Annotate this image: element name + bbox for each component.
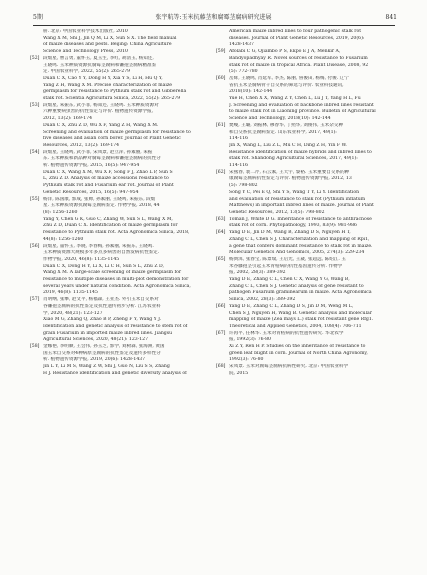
reference-entry (30, 29, 202, 56)
reference-entry (216, 257, 388, 304)
reference-line: green leaf blight in corn. Journal of North China Agronomy, (229, 350, 368, 356)
reference-number: [59] (216, 49, 226, 55)
reference-line: H J. Resistance identification and genetic diversity analysis of (43, 370, 187, 376)
right-column (216, 29, 388, 567)
reference-line: 析. 植物遗传资源学报, 2015, 16(5): 947-954 (43, 163, 140, 169)
reference-entry (216, 331, 388, 365)
reference-entry (216, 364, 388, 377)
reference-number: [68] (216, 364, 226, 370)
reference-line: 2019, 46(8): 1135-1145 (43, 290, 98, 296)
reference-line: Afolabi C G, Ojiambo P S, Ekpo E J A, Menkir A, (229, 49, 341, 55)
reference-line: Bandyopadhyay R. Novel sources of resistance to Fusarium (229, 55, 368, 61)
reference-text (43, 197, 202, 244)
reference-line: Xi Z Y, Ren H P. Studies on the inheritance of resistance to (229, 344, 366, 350)
reference-number (30, 29, 43, 56)
reference-line: 报, 2002, 28(3): 389-392 (229, 270, 286, 276)
reference-line: and evaluation of resistance to stalk rot (Pythium inflatum (229, 196, 366, 202)
reference-line: to maize stalk rot in Liaoning province. Bulletin of Agricultural (229, 109, 376, 115)
reference-line: 六种重要病虫害的抗性鉴定与评价. 植物遗传资源学报, (43, 109, 154, 115)
reference-line: Agricultural Sciences, 2020, 48(21): 123-127 (43, 337, 149, 343)
reference-line: Identification and genetic analysis of resistance to stem rot of (43, 323, 188, 329)
reference-line: stalk rot. Scientia Agricultura Sinica, 2022, 55(2): 265-279 (43, 96, 181, 102)
reference-line: 段灿星, 董怀玉, 李晓, 李春梅, 孙素丽, 朱振东, 王晓鸣. (43, 243, 154, 249)
reference-line: Duan C X, Wang X M, Wu X F, Song F J, Zhao L P, Sun S (43, 169, 173, 175)
reference-number: [67] (216, 330, 226, 336)
reference-entry (30, 197, 202, 244)
reference-line: 米谷藤孢茎引起玉米青枯病的抗性基因遗传分析. 作物学 (229, 263, 343, 269)
reference-line: 杨典洱, 张春宝, 陈景瑞, 王后光, 王崴, 张超远, 陈绍江. 玉 (229, 256, 346, 262)
reference-line: 2018(10): 142-144 (229, 89, 273, 95)
reference-line: 段灿星, 朱振东, 武小菲, 杨知还, 王晓鸣. 玉米种质资源对 (43, 102, 159, 108)
reference-number: [56] (30, 243, 40, 249)
reference-entry (30, 56, 202, 103)
reference-line: several years under natural condition. Acta Agronomica Sinica, (43, 283, 191, 289)
reference-text (229, 304, 388, 331)
reference-number: [54] (30, 149, 40, 155)
reference-entry (30, 244, 202, 298)
reference-entry (30, 150, 202, 197)
reference-line: (5): 772-780 (229, 69, 258, 75)
reference-entry (30, 344, 202, 378)
reference-line: 宋凤景. 玉米对腐霉茎腐病抗病性研究. 北京: 中国农业科学 (229, 364, 349, 370)
reference-line: diseases. Journal of Plant Genetic Resources, 2019, 20(6): (229, 35, 365, 41)
reference-line: Jin X, Wang L, Liu Z L, Mu C H, Ding Z H, Yin F W. (229, 142, 347, 148)
reference-line: Duan C X, Cao Y Y, Dong H Y, Xia Y S, Li H, Hu Q Y, (43, 75, 163, 81)
reference-line: Zhang C L, Chen S J. Characterization and mapping of Rpi1, (229, 236, 370, 242)
reference-number: [60] (216, 75, 226, 81)
reference-line: five diseases and asian corn borer. Journal of Plant Genetic (43, 136, 181, 142)
reference-line: 析. 植物遗传资源学报, 2019, 20(6): 1428-1437 (43, 357, 146, 363)
reference-line: stalk rot of maize in tropical Africa. Plant Disease, 2008, 92 (229, 62, 369, 68)
reference-text (43, 150, 202, 197)
reference-number: [62] (216, 169, 226, 175)
reference-line: Resources, 2012, 13(2): 169-174 (43, 142, 120, 148)
reference-line: Duan C X, Dong H Y, Li X, Li C H, Sun S L, Zhu Z D, (43, 263, 164, 269)
reference-line: Xiao M G, Zhang Q, Zhao B P, Zheng F Y, Wang Y J. (43, 317, 162, 323)
reference-line: Yang D E, Zhang C L, Chen C X, Wang Y G, Wang B, (229, 277, 350, 283)
reference-line: 金娜艳, 李明顺, 王会伟, 孙玉芝, 郭学, 刘树森, 张海洲, 黄国 (43, 344, 165, 350)
reference-line: Wang X M. A large-scale screening of maize germplasm for (43, 270, 182, 276)
reference-text (229, 29, 388, 49)
reference-line: pathogen Fusarium graminearum in maize. Acta Agronomica (229, 290, 372, 296)
reference-entry (216, 123, 388, 170)
reference-line: 杨洋, 陈国康, 郭成, 张帅, 孙素丽, 王晓鸣, 朱振东, 段灿 (43, 196, 156, 202)
reference-line: J. Screening and evaluation of backbone inbred lines resistant (229, 102, 374, 108)
left-column (30, 29, 202, 567)
reference-text (43, 297, 202, 344)
reference-line: 1428-1437 (229, 42, 254, 48)
reference-line: 省抗玉米茎腐病骨干自交系的筛选与评价. 农业科技通讯, (229, 82, 344, 88)
reference-line: Duan C X, Zhu Z D, Wu X F, Yang Z H, Wang X M. (43, 122, 159, 128)
reference-text (43, 56, 202, 103)
reference-line: Sinica, 2002, 28(3): 389-392 (229, 297, 296, 303)
reference-line: 定. 中国农业科学, 2022, 55(2): 265-279 (43, 69, 131, 75)
reference-line: Zhang C L, Chen S J. Genetic analysis of gene resistant to (229, 283, 364, 289)
reference-line: Yue H, Chen X X, Wang Z Y, Chen L, Lu J T, Yang H L, Fu (229, 96, 361, 102)
reference-line: 段灿星, 王晓鸣, 武小菲, 宋凤景, 赵立萍, 孙素丽, 朱振 (43, 149, 153, 155)
reference-line: Yang Z H, Wang X M. Precise characterization of maize (43, 82, 173, 88)
reference-line: 作物学报, 2020, 46(8): 1135-1145 (43, 256, 120, 262)
reference-text (229, 123, 388, 170)
reference-line: germplasm for resistance to Pythium stalk rot and Gibberella (43, 89, 187, 95)
reference-line: (8): 1256-1260 (43, 209, 78, 215)
reference-entry (216, 304, 388, 331)
reference-text (43, 103, 202, 150)
reference-entry (216, 29, 388, 49)
reference-entry (216, 76, 388, 123)
reference-text (229, 170, 388, 217)
reference-number: [65] (216, 256, 226, 262)
reference-number: [58] (30, 344, 40, 350)
reference-line: Song Y C, Pei E Q, Shi Y S, Wang T Y, Li Y. Identification (229, 189, 360, 195)
reference-line: a gene that confers dominant resistance to stalk rot in maize. (229, 243, 373, 249)
reference-text (229, 230, 388, 257)
reference-line: Science and Technology Press, 2010 (43, 49, 128, 55)
reference-line: 2012, 13(2): 169-174 (43, 116, 93, 122)
reference-line: American maize inbred lines to four pathogenic stalk rot (229, 29, 362, 34)
reference-line: 44(8): 1256-1260 (43, 236, 84, 242)
reference-line: 肖明纲, 张攀, 赵文平, 杨福森, 王亚杰. 外引玉米自交系对 (43, 297, 159, 303)
reference-text (43, 344, 202, 378)
issue-number: 5期 (33, 14, 43, 21)
reference-line: Resistance identification of maize hybrids and inbred lines to (229, 149, 372, 155)
reference-number (216, 29, 229, 49)
reference-line: Yang D E, Jin D M, Wang B, Zhang D S, Nguyen H T, (229, 230, 351, 236)
reference-line: stalk rot of corn. Phytopathology, 1993, 83(9): 981-986 (229, 223, 357, 229)
reference-line: grain Fusarium in imported maize inbred lines. Jiangsu (43, 330, 173, 336)
reference-text (43, 244, 202, 298)
reference-line: Wang X M, Shi J, Jin Q M, Li X, Sun S X. The field manual (43, 35, 177, 41)
reference-line: Toman J, White D G. Inheritance of resistance to anthracnose (229, 216, 372, 222)
reference-line: 康腐霉茎腐病抗性鉴定与评价. 植物遗传资源学报, 2012, 13 (229, 176, 352, 182)
reference-line: 宋燕春, 裴二芹, 石云素, 王天宇, 黎裕. 玉米重要自交系的种 (229, 169, 350, 175)
reference-text (229, 76, 388, 123)
reference-line: Pythium stalk rot and Fusarium ear rot. Journal of Plant (43, 183, 174, 189)
reference-entry (30, 297, 202, 344)
reference-line: Matthews) in important inbred lines of maize. Journal of Plant (229, 203, 374, 209)
reference-line: Genetic Resources, 2012, 13(5): 798-802 (229, 209, 325, 215)
reference-line: Molecular Genetics And Genomics, 2005, 274(3): 229-234 (229, 250, 365, 256)
reference-line: of maize diseases and pests. Beijing: China Agriculture (43, 42, 172, 48)
reference-line: 1992(3): 76-80 (229, 357, 264, 363)
reference-line: 册. 北京: 中国农业科学技术出版社, 2010 (43, 29, 128, 34)
reference-text (229, 49, 388, 76)
reference-line: Yang Y, Chen G K, Guo C, Zhang W, Sun S L, Wang X M, (43, 216, 173, 222)
reference-line: 谷镰孢茎腐病的抗性鉴定及抗性遗传初步分析. 江苏农业科 (43, 303, 161, 309)
reference-line: resistance to Pythium stalk rot. Acta Agronomica Sinica, 2018, (43, 230, 190, 236)
reference-entry (30, 103, 202, 150)
reference-entry (216, 217, 388, 230)
reference-entry (216, 49, 388, 76)
reference-number: [63] (216, 216, 226, 222)
reference-line: 报, 1992(3): 76-80 (229, 337, 271, 343)
page-header (0, 13, 427, 23)
reference-line: 114-116 (229, 163, 249, 169)
reference-text (229, 257, 388, 304)
reference-line: stalk rot. Shandong Agricultural Sciences, 2017, 49(1): (229, 156, 358, 162)
reference-line: 樊峻, 王璐, 刘振林, 穆春华, 丁照华, 刘俊伟, 玉米杂交种 (229, 122, 343, 128)
reference-number: [61] (216, 122, 226, 128)
reference-line: 岳辉, 王晓鸣, 肖延军, 李杰, 陈丽, 鲁俊田, 杨梅, 付俊. 辽宁 (229, 75, 349, 81)
reference-entry (216, 230, 388, 257)
reference-number: [55] (30, 196, 40, 202)
reference-text (229, 217, 388, 230)
reference-line: 星. 玉米种质资源抗腐霉茎腐病鉴定. 作物学报, 2018, 44 (43, 203, 160, 209)
reference-number: [53] (30, 102, 40, 108)
reference-number: [52] (30, 55, 40, 61)
reference-text (229, 364, 388, 377)
reference-line: 和自交系抗茎腐病鉴定. 山东农业科学, 2017, 49(1): (229, 129, 337, 135)
reference-line: resistance to multiple diseases in multi-plot demonstration for (43, 277, 189, 283)
reference-line: mapping of maize (Zea mays L.) stalk rot resistant gene Rfg1. (229, 317, 374, 323)
page-number: 841 (385, 14, 397, 21)
reference-line: 东. 玉米种质和新品种对腐霉茎腐病和镰孢茎腐病的抗性分 (43, 156, 161, 162)
reference-line: 许再平, 任林华. 玉米对青枯病的抗性遗传研究. 华北农学 (229, 330, 344, 336)
running-title: 张宇航等:玉米抗藤茎和腐霉茎腐病研究进展 (155, 14, 272, 21)
reference-line: 学, 2020, 48(21): 123-127 (43, 310, 103, 316)
reference-line: Theoretical and Applied Genetics, 2004, 108(4): 706-711 (229, 323, 362, 329)
reference-line: Genetic Resources, 2015, 16(5): 947-954 (43, 189, 139, 195)
reference-line: 段灿星, 曹言勇, 董怀玉, 夏玉生, 李红, 胡清玉, 杨知还, (43, 55, 154, 61)
reference-number: [66] (216, 303, 226, 309)
header-rule (33, 25, 395, 26)
reference-text (43, 29, 202, 56)
reference-number: [64] (216, 230, 226, 236)
reference-entry (216, 170, 388, 217)
reference-line: 114-116 (229, 136, 249, 142)
reference-line: Chen S J, Nguyen H, Wang B. Genetic analysis and molecular (229, 310, 372, 316)
reference-line: 国玉米自交系对4种病原茎腐病的抗性鉴定及遗传多样性分 (43, 350, 161, 356)
reference-line: Science and Technology, 2018(10): 142-144 (229, 116, 331, 122)
reference-line: (5): 798-802 (229, 183, 258, 189)
reference-line: 院, 2015 (229, 370, 249, 376)
reference-line: L, Zhu Z D. Analysis of maize accessions resistance to (43, 176, 169, 182)
reference-line: Zhu Z D, Duan C X. Identification of maize germplasm for (43, 223, 178, 229)
reference-line: Jin L Y, Li M S, Wang Z W, Shi J, Guo N, Liu S S, Zhang (43, 364, 170, 370)
reference-line: Yang D E, Zhang C L, Zhang D S, Jin D M, Weng M L, (229, 303, 354, 309)
reference-line: 王晓鸣. 玉米种质资源抗腐霉茎腐病和镰孢茎腐病精准鉴 (43, 62, 157, 68)
reference-line: Screening and evaluation of maize germplasm for resistance to (43, 129, 191, 135)
reference-text (229, 331, 388, 365)
reference-number: [57] (30, 297, 40, 303)
reference-line: 玉米种质资源大规模多年多点多病害的自然发病抗性鉴定. (43, 250, 160, 256)
